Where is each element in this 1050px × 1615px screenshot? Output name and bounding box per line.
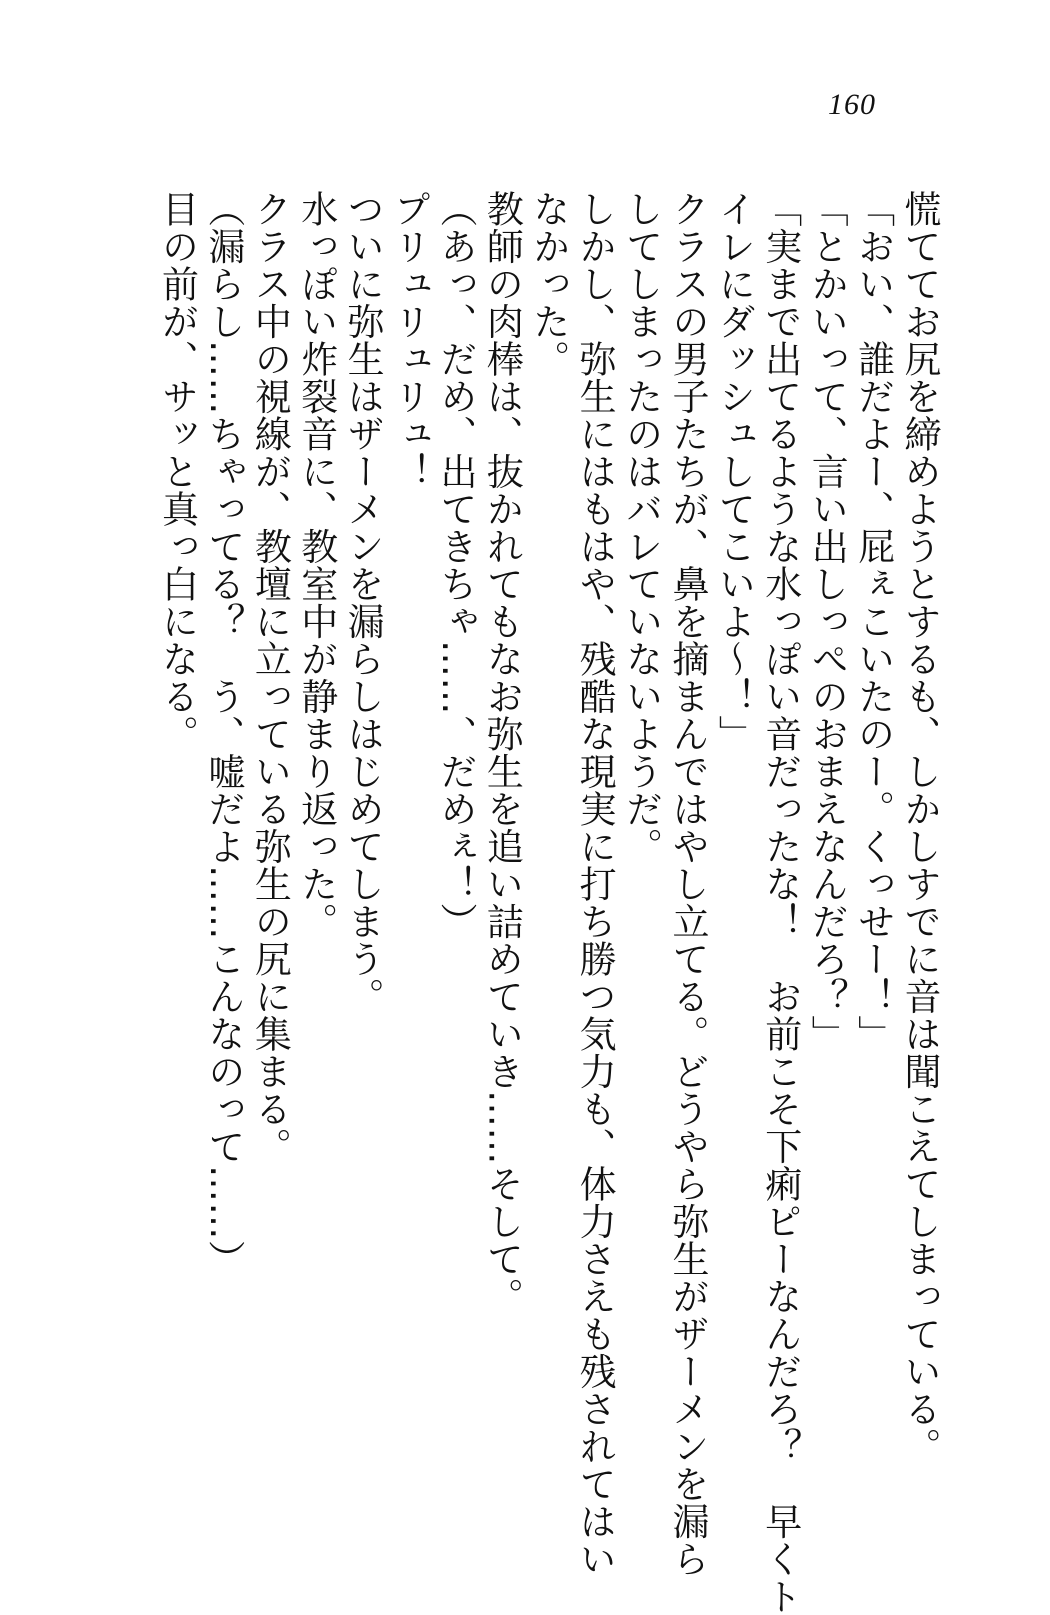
text-line: 慌ててお尻を締めようとするも、しかしすでに音は聞こえてしまっている。 [898,190,941,1465]
text-line: 「おい、誰だよー、屁ぇこいたのー。くっせー！」 [851,190,895,1053]
text-line: イレにダッシュしてこいよ～！」 [712,190,756,753]
page-number: 160 [828,88,876,121]
text-line: 「とかいって、言い出しっぺのおまえなんだろ？」 [805,190,849,1053]
text-line: ついに弥生はザーメンを漏らしはじめてしまう。 [341,190,385,1015]
text-line: （漏らし……ちゃってる？ う、嘘だよ……こんなのって……） [201,190,245,1278]
text-line: 水っぽい炸裂音に、教室中が静まり返った。 [294,190,338,940]
text-line: なかった。 [526,190,570,378]
text-line: プリュリュリュ！ [387,190,431,490]
text-line: 目の前が、サッと真っ白になる。 [155,190,199,753]
text-line: してしまったのはバレていないようだ。 [619,190,663,865]
body-text [153,190,942,1615]
text-line: （あっ、だめ、出てきちゃ……、だめぇ！） [433,190,477,940]
text-line: 教師の肉棒は、抜かれてもなお弥生を追い詰めていき……そして。 [480,190,524,1315]
text-line: クラス中の視線が、教壇に立っている弥生の尻に集まる。 [248,190,292,1165]
text-line: 「実まで出てるような水っぽい音だったな！ お前こそ下痢ピーなんだろ？ 早くト [758,190,802,1615]
text-line: クラスの男子たちが、鼻を摘まんではやし立てる。どうやら弥生がザーメンを漏ら [665,190,709,1578]
text-line: しかし、弥生にはもはや、残酷な現実に打ち勝つ気力も、体力さえも残されてはい [573,190,617,1578]
